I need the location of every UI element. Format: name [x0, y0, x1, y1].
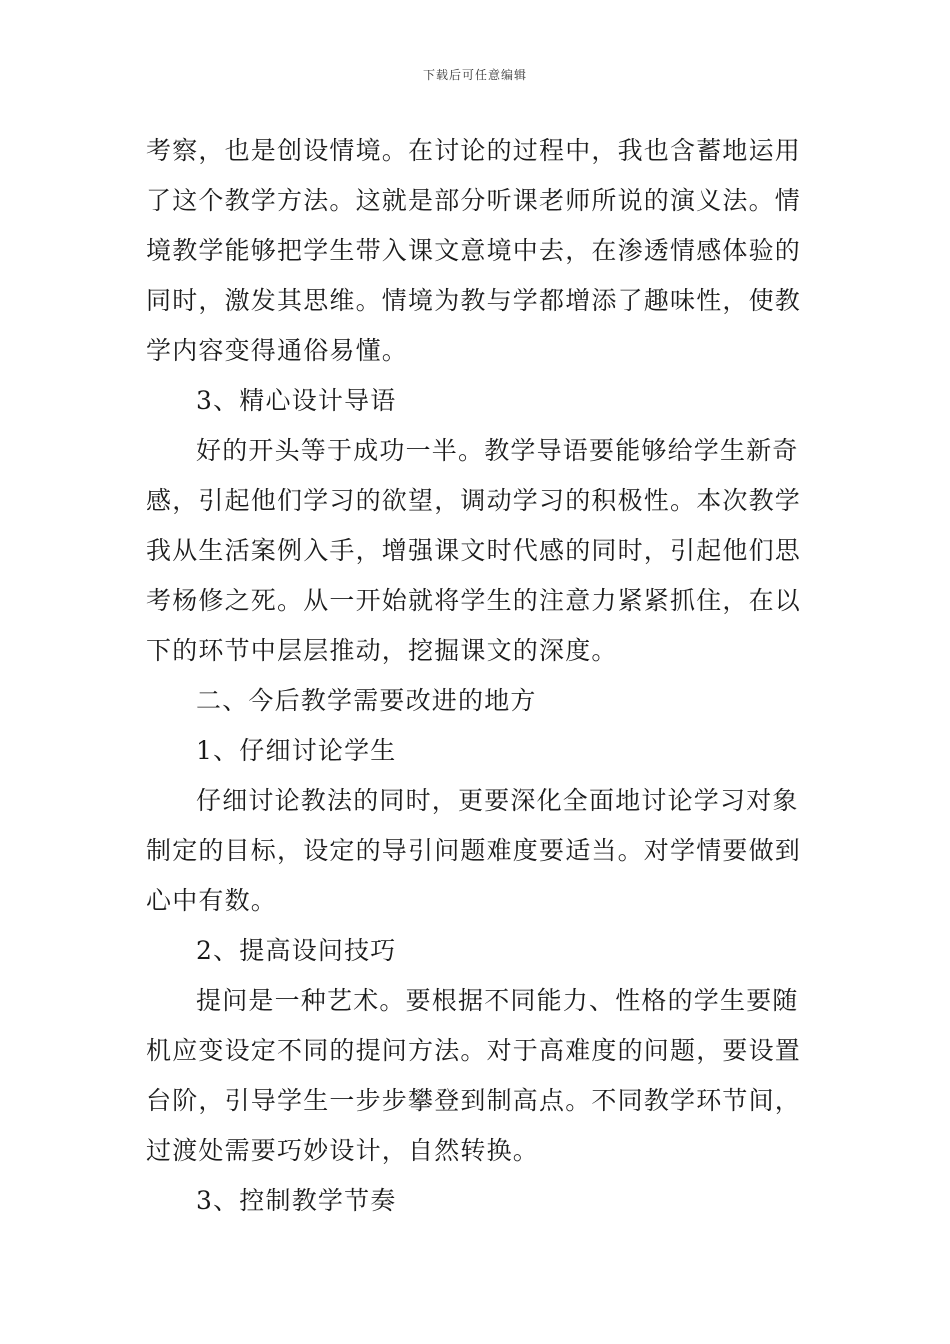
- text-line: 仔细讨论教法的同时，更要深化全面地讨论学习对象: [196, 786, 799, 815]
- text-line: 同时，激发其思维。情境为教与学都增添了趣味性，使教: [146, 286, 802, 315]
- text-line: 机应变设定不同的提问方法。对于高难度的问题，要设置: [146, 1036, 802, 1065]
- text-line: 过渡处需要巧妙设计，自然转换。: [146, 1136, 540, 1165]
- section-heading: 2、提高设问技巧: [196, 936, 397, 965]
- text-line: 下的环节中层层推动，挖掘课文的深度。: [146, 636, 618, 665]
- body-text: [146, 126, 808, 1226]
- text-line: 了这个教学方法。这就是部分听课老师所说的演义法。情: [146, 186, 802, 215]
- section-heading: 3、精心设计导语: [196, 386, 397, 415]
- text-line: 学内容变得通俗易懂。: [146, 336, 409, 365]
- text-line: 提问是一种艺术。要根据不同能力、性格的学生要随: [196, 986, 799, 1015]
- text-line: 境教学能够把学生带入课文意境中去，在渗透情感体验的: [146, 236, 802, 265]
- text-line: 感，引起他们学习的欲望，调动学习的积极性。本次教学: [146, 486, 802, 515]
- section-heading: 1、仔细讨论学生: [196, 736, 397, 765]
- text-line: 台阶，引导学生一步步攀登到制高点。不同教学环节间，: [146, 1086, 802, 1115]
- header-note: 下载后可任意编辑: [422, 68, 527, 82]
- text-line: 好的开头等于成功一半。教学导语要能够给学生新奇: [196, 436, 799, 465]
- section-heading: 二、今后教学需要改进的地方: [196, 686, 537, 715]
- text-line: 我从生活案例入手，增强课文时代感的同时，引起他们思: [146, 536, 802, 565]
- text-line: 心中有数。: [146, 886, 278, 915]
- text-line: 考察，也是创设情境。在讨论的过程中，我也含蓄地运用: [146, 136, 802, 165]
- section-heading: 3、控制教学节奏: [196, 1186, 397, 1215]
- text-line: 考杨修之死。从一开始就将学生的注意力紧紧抓住，在以: [146, 586, 802, 615]
- text-line: 制定的目标，设定的导引问题难度要适当。对学情要做到: [146, 836, 802, 865]
